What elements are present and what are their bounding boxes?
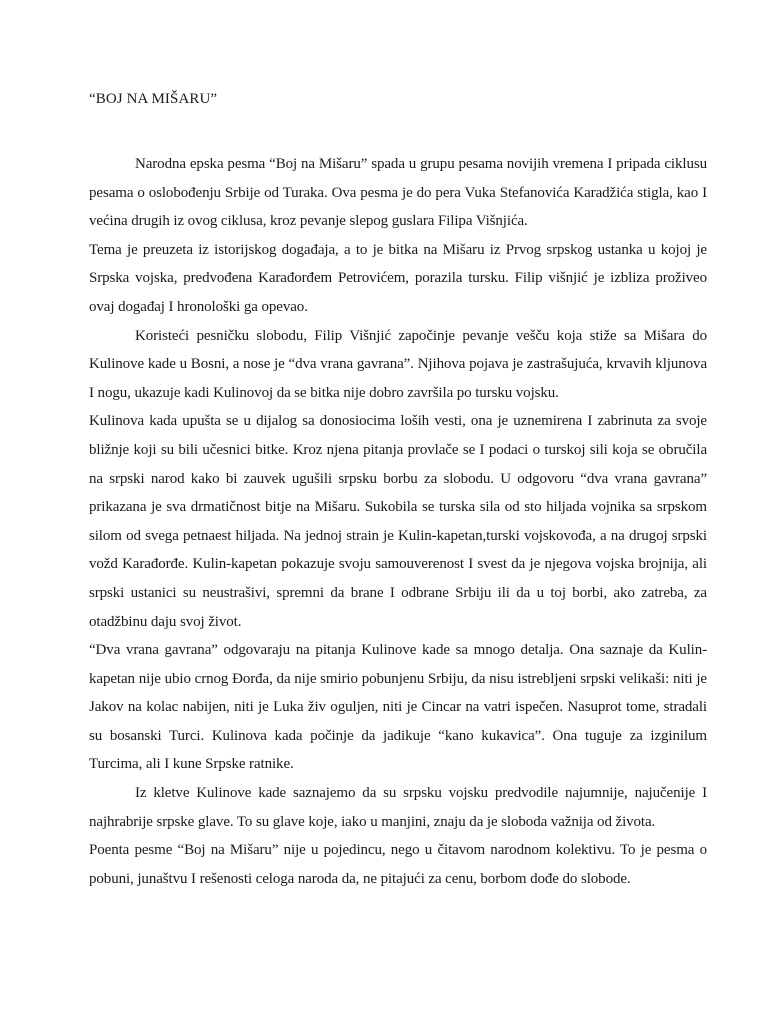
paragraph-answers: “Dva vrana gavrana” odgovaraju na pitanja Kulinove kade sa mnogo detalja. Ona saznaje da Kulin-kapetan nije ubio crnog Đorđa, da nije smirio pobunjenu Srbiju, da nisu istrebljeni srpski velikaši: niti je Jakov na kolac nabijen, niti je Luka živ oguljen, niti je Cincar na vatri ispečen. Nasuprot tome, stradali su bosanski Turci. Kulinova kada počinje da jadikuje “kano kukavica”. Ona tuguje za izginilum Turcima, ali I kune Srpske ratnike. [89, 642, 707, 773]
document-page [89, 86, 707, 893]
paragraph-conclusion: Poenta pesme “Boj na Mišaru” nije u pojedincu, nego u čitavom narodnom kolektivu. To je pesma o pobuni, junaštvu I rešenosti celoga naroda da, ne pitajući za cenu, borbom dođe do slobode. [89, 842, 707, 887]
paragraph-ravens: Koristeći pesničku slobodu, Filip Višnjić započinje pevanje vešču koja stiže sa Mišara do Kulinove kade u Bosni, a nose je “dva vrana gavrana”. Njihova pojava je zastrašujuća, krvavih kljunova I nogu, ukazuje kadi Kulinovoj da se bitka nije dobro završila po tursku vojsku. [89, 327, 707, 401]
paragraph-dialogue: Kulinova kada upušta se u dijalog sa donosiocima loših vesti, ona je uznemirena I zabrinuta za svoje bližnje koji su bili učesnici bitke. Kroz njena pitanja provlače se I podaci o turskoj sili koja se obručila na srpski narod kako bi zauvek ugušili srpsku borbu za slobodu. U odgovoru “dva vrana gavrana” prikazana je sva drmatičnost bitje na Mišaru. Sukobila se turska sila od sto hiljada vojnika sa srpskom silom od svega petnaest hiljada. Na jednoj strain je Kulin-kapetan,turski vojskovođa, a na drugoj srpski vožd Karađorđe. Kulin-kapetan pokazuje svoju samouverenost I svest da je njegova vojska brojnija, ali srpski ustanici su neustrašivi, spremni da brane I odbrane Srbiju ili da u toj borbi, ako zatreba, za otadžbinu daju svoj život. [89, 413, 707, 630]
paragraph-intro: Narodna epska pesma “Boj na Mišaru” spada u grupu pesama novijih vremena I pripada ciklusu pesama o oslobođenju Srbije od Turaka. Ova pesma je do pera Vuka Stefanovića Karadžića stigla, kao I većina drugih iz ovog ciklusa, kroz pevanje slepog guslara Filipa Višnjića. [89, 156, 707, 230]
document-title: “BOJ NA MIŠARU” [89, 91, 218, 107]
paragraph-theme: Tema je preuzeta iz istorijskog događaja, a to je bitka na Mišaru iz Prvog srpskog ustanka u kojoj je Srpska vojska, predvođena Karađorđem Petrovićem, porazila tursku. Filip višnjić je izbliza proživeo ovaj događaj I hronološki ga opevao. [89, 241, 707, 315]
paragraph-curse: Iz kletve Kulinove kade saznajemo da su srpsku vojsku predvodile najumnije, najučenije I najhrabrije srpske glave. To su glave koje, iako u manjini, znaju da je sloboda važnija od života. [89, 785, 707, 830]
